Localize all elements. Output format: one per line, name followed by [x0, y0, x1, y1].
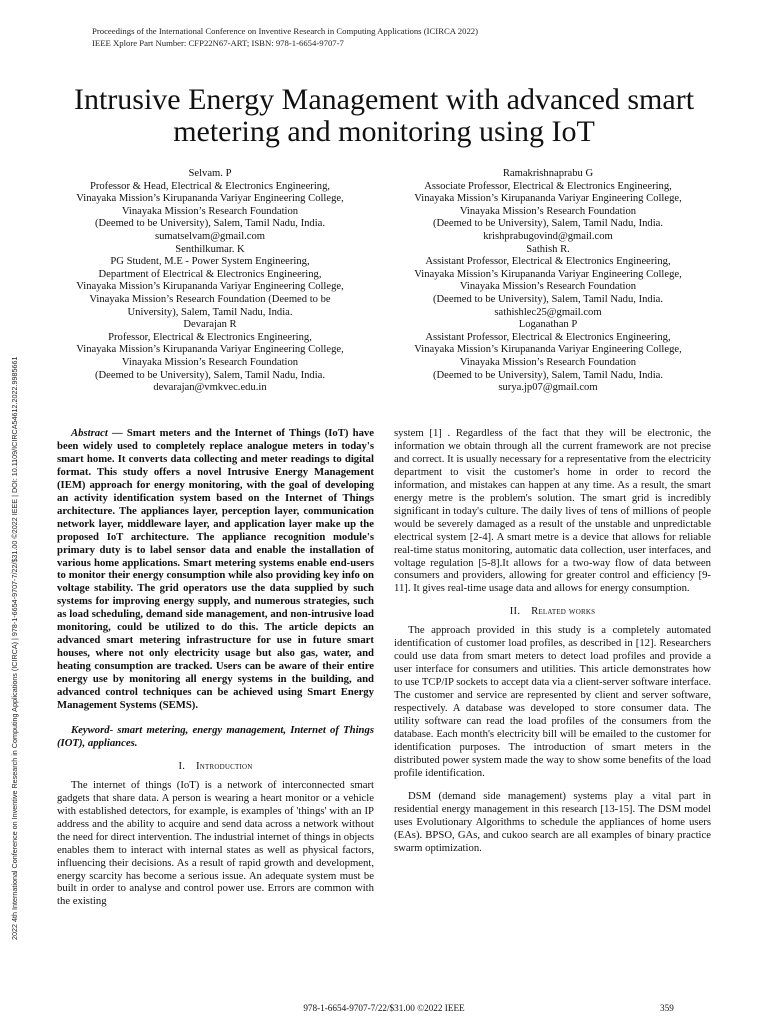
author-affiliation-line: Vinayaka Mission’s Research Foundation (Deemed to be — [89, 293, 331, 305]
paper-title: Intrusive Energy Management with advanced smart metering and monitoring using IoT — [73, 83, 695, 148]
author-block — [40, 244, 380, 320]
author-affiliation-line: Assistant Professor, Electrical & Electronics Engineering, — [425, 256, 671, 268]
author-affiliation-line: Vinayaka Mission’s Kirupananda Variyar Engineering College, — [76, 193, 344, 205]
conference-header — [92, 25, 478, 49]
author-name: Selvam. P — [188, 168, 232, 179]
header-line-2: IEEE Xplore Part Number: CFP22N67-ART; ISBN: 978-1-6654-9707-7 — [92, 38, 344, 48]
author-name: Devarajan R — [183, 319, 237, 331]
related-works-paragraph-1: The approach provided in this study is a completely automated identification of customer load profiles, as described in [12]. Researchers could use data from smart meters to detect load profiles and provide a user interface for consumers and utilities. This article demonstrates how to use TCP/IP sockets to accept data via a client-server software interface. The customer and service are represented by client and server software, respectively. A database was developed to store consumer data. The utility software can read the load profiles of the consumers from the database. Each month's electricity bill will be emailed to the customer for identification purposes. The introduction of smart meters in the distributed power system made the way to show some benefits of the load profile identification. — [394, 624, 711, 779]
header-line-1: Proceedings of the International Conference on Inventive Research in Computing Applications (ICIRCA 2022) — [92, 26, 479, 36]
author-affiliation-line: Vinayaka Mission’s Kirupananda Variyar Engineering College, — [76, 281, 344, 293]
author-affiliation-line: University), Salem, Tamil Nadu, India. — [127, 306, 293, 318]
author-affiliation-line: (Deemed to be University), Salem, Tamil Nadu, India. — [432, 293, 663, 305]
author-affiliation-line: Vinayaka Mission’s Kirupananda Variyar Engineering College, — [414, 193, 682, 205]
author-affiliation-line: Vinayaka Mission’s Kirupananda Variyar Engineering College, — [414, 268, 682, 280]
author-block — [378, 319, 718, 395]
author-block — [40, 168, 380, 244]
authors-left-column — [40, 168, 380, 395]
left-text-column — [57, 427, 374, 908]
author-affiliation-line: (Deemed to be University), Salem, Tamil Nadu, India. — [94, 369, 325, 381]
author-affiliation-line: Department of Electrical & Electronics Engineering, — [98, 268, 322, 280]
author-affiliation-line: Assistant Professor, Electrical & Electronics Engineering, — [425, 331, 671, 343]
author-affiliation-line: Professor, Electrical & Electronics Engineering, — [108, 331, 312, 343]
author-affiliation-line: Vinayaka Mission’s Research Foundation — [121, 356, 299, 368]
author-block — [378, 244, 718, 320]
author-affiliation-line: sathishlec25@gmail.com — [494, 306, 602, 318]
author-affiliation-line: (Deemed to be University), Salem, Tamil Nadu, India. — [432, 218, 663, 230]
author-affiliation-line: Vinayaka Mission’s Research Foundation — [459, 205, 637, 217]
right-text-column — [394, 427, 711, 855]
intro-paragraph-continued: system [1] . Regardless of the fact that they will be electronic, the information we obtain through all the current framework are not precise and correct. It is usually necessary for a representative from the electricity department to visit the customer's home in order to record the information, and mistakes can happen at any time. As a result, the smart energy metre is the problem's solution. The smart grid is incredibly significant in today's culture. The daily lives of tens of millions of people would be severely damaged as a result of the unstable and unpredictable electrical system [2-4]. A smart metre is a device that allows for reliable real-time status monitoring, automatic data collection, user interfaces, and voltage regulation [5-8].It allows for a two-way flow of data between consumers and providers, allowing for greater control and efficiency [9-11]. It gives real-time usage data and allows for energy consumption. — [394, 427, 711, 595]
author-name: Loganathan P — [518, 319, 578, 331]
author-name: Senthilkumar. K — [175, 243, 245, 255]
section-heading-related-works: II. Related works — [509, 605, 596, 618]
author-affiliation-line: Vinayaka Mission’s Kirupananda Variyar Engineering College, — [76, 344, 344, 356]
author-affiliation-line: (Deemed to be University), Salem, Tamil Nadu, India. — [94, 218, 325, 230]
footer-copyright: 978-1-6654-9707-7/22/$31.00 ©2022 IEEE — [303, 1003, 465, 1013]
author-affiliation-line: Vinayaka Mission’s Kirupananda Variyar Engineering College, — [414, 344, 682, 356]
abstract — [57, 427, 374, 712]
author-affiliation-line: Professor & Head, Electrical & Electronics Engineering, — [89, 180, 331, 192]
author-affiliation-line: Associate Professor, Electrical & Electronics Engineering, — [424, 180, 672, 192]
author-affiliation-line: devarajan@vmkvec.edu.in — [153, 382, 267, 394]
doi-side-strip: 2022 4th International Conference on Inventive Research in Computing Applications (ICIRCA) | 978-1-6654-9707-7/22/$31.00 ©2022 IEEE | DOI: 10.1109/ICIRCA54612.2022.9985661 — [10, 356, 19, 940]
author-affiliation-line: sumatselvam@gmail.com — [154, 230, 266, 242]
author-name: Sathish R. — [526, 243, 570, 255]
author-block — [378, 168, 718, 244]
author-name: Ramakrishnaprabu G — [502, 168, 594, 179]
keywords: Keyword- smart metering, energy management, Internet of Things (IOT), appliances. — [57, 723, 374, 749]
author-block — [40, 319, 380, 395]
author-affiliation-line: Vinayaka Mission’s Research Foundation — [459, 281, 637, 293]
author-affiliation-line: (Deemed to be University), Salem, Tamil Nadu, India. — [432, 369, 663, 381]
abstract-label: Abstract — [71, 427, 108, 439]
intro-paragraph: The internet of things (IoT) is a network of interconnected smart gadgets that share data. A person is wearing a heart monitor or a vehicle with established detectors, for example, is examples of 'things' with an IP address and the ability to acquire and send data across a network without the need for direct intervention. The industrial internet of things in objects enables them to interact with internal states as well as physical factors, influencing their decisions. As a result of rapid growth and development, energy scarcity has become a serious issue. An adequate system must be built in order to analyse and control power use. Errors are common with the existing — [57, 778, 374, 908]
author-affiliation-line: Vinayaka Mission’s Research Foundation — [459, 356, 637, 368]
author-affiliation-line: krishprabugovind@gmail.com — [483, 230, 613, 242]
authors-right-column — [378, 168, 718, 395]
abstract-text: — Smart meters and the Internet of Things (IoT) have been widely used to completely replace analogue meters in today's smart home. It converts data collecting and meter readings to digital format. This study offers a novel Intrusive Energy Management (IEM) approach for energy monitoring, with the goal of developing an activity identification system based on the Internet of Things architecture. The appliances layer, perception layer, communication network layer, middleware layer, and application layer make up the proposed IoT architecture. The appliance recognition module's primary duty is to label sensor data and enable the installation of various home applications. Smart metering systems enable end-users to monitor their energy consumption while also providing key info on voltage stability. The grid operators use the data supplied by such systems for improving energy supply, and numerous strategies, such as load scheduling, demand side management, and non-intrusive load monitoring, could be utilized to do this. The article depicts an advanced smart metering infrastructure for use in future smart houses, where not only electricity usage but also gas, water, and heating consumption are tracked. Users can be aware of their entire energy use by monitoring all energy systems in the building, and advanced control techniques can be achieved using Smart Energy Management Systems (SEMS). — [57, 427, 374, 712]
author-affiliation-line: PG Student, M.E - Power System Engineering, — [110, 256, 310, 268]
page-number: 359 — [660, 1003, 674, 1013]
section-heading-introduction: I. Introduction — [178, 759, 253, 772]
author-affiliation-line: surya.jp07@gmail.com — [498, 382, 598, 394]
author-affiliation-line: Vinayaka Mission’s Research Foundation — [121, 205, 299, 217]
related-works-paragraph-2: DSM (demand side management) systems play a vital part in residential energy management in this research [13-15]. The DSM model uses Evolutionary Algorithms to schedule the appliances of home users (EAs). BPSO, GAs, and cukoo search are all examples of binary practice swarm optimization. — [394, 789, 711, 854]
